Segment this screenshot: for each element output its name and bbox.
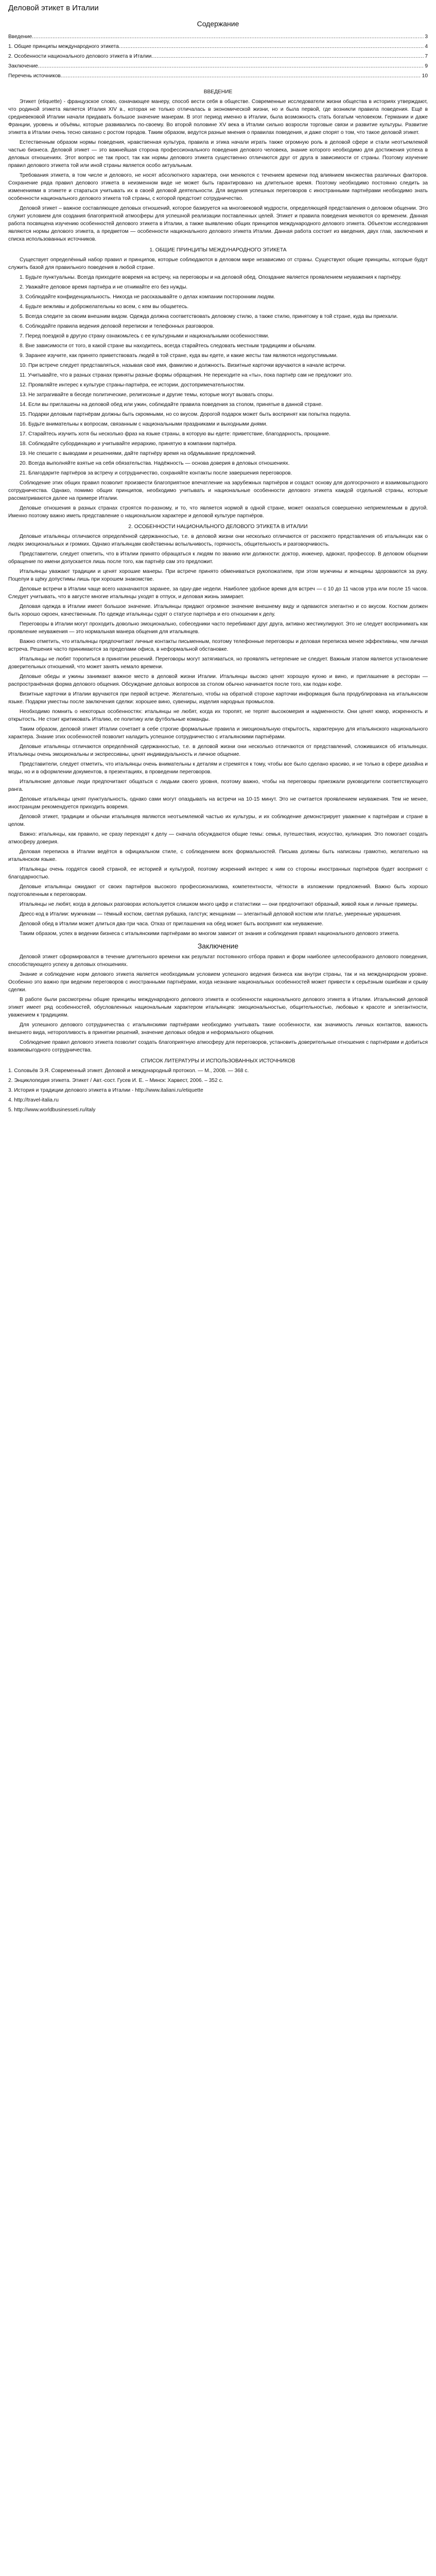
section2-paragraph: Итальянцы уважают традиции и ценят хорошие манеры. При встрече принято обмениваться рукопожатием, при этом мужчины и женщины здороваются за руку. Поцелуи в щёку допустимы лишь при хорошем знакомстве. — [8, 569, 428, 582]
intro-paragraph: Требования этикета, в том числе и делового, не носят абсолютного характера, они меняются с течением времени под влиянием множества различных факторов. Сохранение ряда правил делового этикета в неизменном виде не может быть гарантировано на длительное время. Поэтому необходимо постоянно следить за изменениями в этикете и стараться учитывать их в своей деловой деятельности. Для ведения успешных переговоров с иностранными партнёрами необходимо знать особенности национального делового этикета той страны, с которой предстоит сотрудничество. — [8, 173, 428, 201]
section1-paragraph: 12. Проявляйте интерес к культуре страны-партнёра, ее истории, достопримечательностям. — [20, 382, 245, 388]
source-link[interactable]: 3. История и традиции делового этикета в Италии - http://www.italiani.ru/etiquette — [8, 1088, 203, 1093]
section2-paragraph: Деловые итальянцы ценят пунктуальность, однако сами могут опаздывать на встречи на 10-15 минут. Это не считается проявлением неуважения. Тем не менее, иностранцам рекомендуется приходить вовремя. — [8, 796, 428, 810]
section2-paragraph: Деловые обеды и ужины занимают важное место в деловой жизни Италии. Итальянцы высоко ценят хорошую кухню и вино, и приглашение в ресторан — распространённая форма делового общения. Обсуждение деловых вопросов за столом обычно начинается после того, как подан кофе. — [8, 674, 428, 687]
section1-paragraph: 1. Будьте пунктуальны. Всегда приходите вовремя на встречу, на переговоры и на деловой обед. Опоздание является проявлением неуважения к партнёру. — [20, 275, 402, 280]
toc-item-page: 10 — [422, 73, 428, 79]
section2-paragraph: Деловой этикет, традиции и обычаи итальянцев являются неотъемлемой частью их культуры, и их соблюдение демонстрирует уважение к партнёрам и стране в целом. — [8, 814, 428, 827]
section1-heading: 1. ОБЩИЕ ПРИНЦИПЫ МЕЖДУНАРОДНОГО ЭТИКЕТА — [149, 247, 287, 253]
section1-paragraph: 4. Будьте вежливы и доброжелательны ко всем, с кем вы общаетесь. — [20, 304, 189, 310]
section-general-principles — [8, 246, 428, 520]
section1-paragraph: 18. Соблюдайте субординацию и учитывайте иерархию, принятую в компании партнёра. — [20, 441, 237, 447]
toc-item-page: 7 — [425, 54, 428, 59]
toc-item-label: 2. Особенности национального делового этикета в Италии — [8, 54, 152, 59]
section-italy-etiquette — [8, 523, 428, 938]
toc-item-label: Введение — [8, 34, 32, 40]
source-link[interactable]: 5. http://www.worldbusinesseti.ru/italy — [8, 1107, 96, 1113]
conclusion-paragraph: Соблюдение правил делового этикета позволит создать благоприятную атмосферу для переговоров, установить доверительные отношения с партнёрами и добиться взаимовыгодного сотрудничества. — [8, 1040, 428, 1053]
section2-paragraph: Необходимо помнить о некоторых особенностях: итальянцы не любят, когда их торопят, не терпят высокомерия и надменности. Они ценят юмор, искренность и открытость. Не стоит критиковать Италию, ее политику или футбольные команды. — [8, 709, 428, 722]
intro-paragraph: Этикет (etiquette) - французское слово, означающее манеру, способ вести себя в обществе. Современные исследователи жизни общества в историях утверждают, что родиной этикета является Италия XIV в., которая не только отличалась в экономической жизни, но и была первой, где возникли правила поведения. Ещё в средневековой Италии начали придавать большое значение манерам. В этот период именно в Италии, была возможность стать богатым человеком. Германии и даже Франции, уровень и объёмы, которые развивались по-своему. Во второй половине XV века в Италии сильно возросли торговые связи и развитие культуры. Развитие этикета в Италии очень тесно связано с ростом городов. Таким образом, ведутся разные мнения о правилах поведения, и даже спорят о том, что такое деловой этикет. — [8, 99, 428, 135]
section2-paragraph: Визитные карточки в Италии вручаются при первой встрече. Желательно, чтобы на обратной стороне карточки информация была продублирована на итальянском языке. Подарки уместны после заключения сделки: хорошее вино, сувениры, изделия народных промыслов. — [8, 691, 428, 705]
section1-paragraph: 11. Учитывайте, что в разных странах приняты разные формы обращения. Не переходите на «ты», пока партнёр сам не предложит это. — [20, 372, 353, 378]
toc-item-page: 3 — [425, 34, 428, 40]
toc-item-leader — [38, 62, 424, 70]
section2-paragraph: Представители, следует отметить, что в Италии принято обращаться к людям по званию или должности: доктор, инженер, адвокат, профессор. В деловом общении обращение по имени допускается лишь после того, как партнёр сам это предложит. — [8, 551, 428, 565]
section2-paragraph: Важно отметить, что итальянцы предпочитают личные контакты письменным, поэтому телефонные переговоры и деловая переписка менее эффективны, чем личная встреча. Решения часто принимаются за пределами офиса, в неформальной обстановке. — [8, 639, 428, 652]
source-item: 2. Энциклопедия этикета. Этикет / Авт.-сост. Гусев И. Е. – Минск: Харвест, 2006. – 352 с. — [8, 1078, 223, 1083]
section2-paragraph: Деловые встречи в Италии чаще всего назначаются заранее, за одну-две недели. Наиболее удобное время для встреч — с 10 до 11 часов утра или после 15 часов. Следует учитывать, что в августе многие итальянцы уходят в отпуск, и деловая жизнь замирает. — [8, 586, 428, 600]
section2-paragraph: Таким образом, деловой этикет Италии сочетает в себе строгие формальные правила и эмоциональную открытость, характерную для итальянского национального характера. Знание этих особенностей позволит наладить успешное сотрудничество с итальянскими партнёрами. — [8, 726, 428, 740]
document-title: Деловой этикет в Италии — [8, 4, 99, 12]
conclusion-paragraph: В работе были рассмотрены общие принципы международного делового этикета и особенности национального делового этикета в Италии. Итальянский деловой этикет имеет ряд особенностей, обусловленных национальным характером итальянцев: эмоциональностью, общительностью, любовью к красоте и элегантности, уважением к традициям. — [8, 997, 428, 1018]
section2-paragraph: Итальянцы очень гордятся своей страной, ее историей и культурой, поэтому искренний интерес к ним со стороны иностранных партнёров будет воспринят с благодарностью. — [8, 867, 428, 880]
section1-paragraph: Существует определённый набор правил и принципов, которые соблюдаются в деловом мире независимо от страны. Существуют общие принципы, которые будут служить базой для правильного поведения в любой стране. — [8, 257, 428, 270]
section2-paragraph: Деловая одежда в Италии имеет большое значение. Итальянцы придают огромное значение внешнему виду и одеваются элегантно и со вкусом. Костюм должен быть хорошо скроен, качественным. По одежде итальянцы судят о статусе партнёра и его отношении к делу. — [8, 604, 428, 617]
section1-paragraph: 8. Вне зависимости от того, в какой стране вы находитесь, всегда старайтесь следовать местным традициям и обычаям. — [20, 343, 316, 349]
section2-paragraph: Деловая переписка в Италии ведётся в официальном стиле, с соблюдением всех формальностей. Письма должны быть написаны грамотно, желательно на итальянском языке. — [8, 849, 428, 862]
toc-item-leader — [151, 53, 424, 60]
sources-section — [8, 1057, 428, 1114]
toc-item-leader — [32, 33, 424, 41]
section1-paragraph: Деловые отношения в разных странах строятся по-разному, и то, что является нормой в одной стране, может оказаться совершенно неприемлемым в другой. Именно поэтому важно иметь представление о национальном характере и деловой культуре партнёров. — [8, 505, 428, 519]
section1-paragraph: 16. Будьте внимательны к вопросам, связанным с национальными праздниками и выходными днями. — [20, 421, 268, 427]
table-of-contents — [8, 33, 428, 80]
section2-paragraph: Деловые итальянцы отличаются определённой сдержанностью, т.е. в деловой жизни они несколько отличаются от представлений, сложившихся об итальянцах. Итальянцы очень эмоциональны и экспрессивны, ценят индивидуальность и личное общение. — [8, 744, 428, 757]
section1-paragraph: 10. При встрече следует представляться, называя своё имя, фамилию и должность. Визитные карточки вручаются в начале встречи. — [20, 363, 346, 368]
section2-paragraph: Переговоры в Италии могут проходить довольно эмоционально, собеседники часто перебивают друг друга, активно жестикулируют. Это не следует воспринимать как проявление неуважения — это нормальная манера общения для итальянцев. — [8, 621, 428, 635]
section2-paragraph: Деловые итальянцы отличаются определённой сдержанностью, т.е. в деловой жизни они несколько отличаются от расхожего представления об итальянцах как о людях эмоциональных и громких. Однако итальянцам свойственны вспыльчивость, горячность, общительность и разговорчивость. — [8, 534, 428, 547]
toc-heading: Содержание — [197, 20, 239, 28]
toc-item-label: 1. Общие принципы международного этикета — [8, 44, 119, 49]
toc-item-page: 9 — [425, 63, 428, 69]
section1-paragraph: 6. Соблюдайте правила ведения деловой переписки и телефонных разговоров. — [20, 324, 215, 329]
section2-paragraph: Дресс-код в Италии: мужчинам — тёмный костюм, светлая рубашка, галстук; женщинам — элегантный деловой костюм или платье, умеренные украшения. — [20, 911, 402, 917]
toc-item-label: Перечень источников — [8, 73, 61, 79]
section1-paragraph: 21. Благодарите партнёров за встречу и сотрудничество, сохраняйте контакты после завершения переговоров. — [20, 470, 292, 476]
intro-section — [8, 88, 428, 243]
source-link[interactable]: 4. http://travel-italia.ru — [8, 1097, 59, 1103]
section2-paragraph: Деловой обед в Италии может длиться два-три часа. Отказ от приглашения на обед может быть воспринят как неуважение. — [20, 921, 324, 927]
toc-item-leader — [119, 43, 424, 50]
section1-paragraph: 2. Уважайте деловое время партнёра и не отнимайте его без нужды. — [20, 284, 188, 290]
toc-item[interactable] — [8, 53, 428, 60]
toc-item-page: 4 — [425, 44, 428, 49]
section1-paragraph: 14. Если вы приглашены на деловой обед или ужин, соблюдайте правила поведения за столом, принятые в данной стране. — [20, 402, 323, 408]
section1-paragraph: 5. Всегда следите за своим внешним видом. Одежда должна соответствовать деловому стилю, а также стилю, принятому в той стране, куда вы приехали. — [20, 314, 398, 319]
section1-paragraph: 9. Заранее изучите, как принято приветствовать людей в той стране, куда вы едете, и какие жесты там являются недопустимыми. — [20, 353, 338, 359]
conclusion-paragraph: Деловой этикет сформировался в течение длительного времени как результат постоянного отбора правил и форм наиболее целесообразного делового поведения, способствующего успеху в деловых отношениях. — [8, 954, 428, 968]
intro-paragraph: Деловой этикет – важное составляющее деловых отношений, которое базируется на многовековой мудрости, определяющей представления о деловом общении. Это служит условием для создания благоприятной атмосферы для успешной реализации поставленных целей. Этикет и правила поведения меняются со временем. Данная работа посвящена изучению особенностей делового этикета в Италии, а также выявлению общих принципов международного делового этикета. Объектом исследования являются нормы делового этикета, а предметом — особенности национального делового этикета Италии. Данная работа состоит из введения, двух глав, заключения и списка использованных источников. — [8, 206, 428, 242]
conclusion-section — [8, 941, 428, 1054]
section1-paragraph: 15. Подарки деловым партнёрам должны быть скромными, но со вкусом. Дорогой подарок может быть воспринят как попытка подкупа. — [20, 412, 351, 417]
section2-heading: 2. ОСОБЕННОСТИ НАЦИОНАЛЬНОГО ДЕЛОВОГО ЭТИКЕТА В ИТАЛИИ — [128, 524, 308, 530]
intro-heading: ВВЕДЕНИЕ — [203, 89, 233, 95]
conclusion-heading: Заключение — [197, 942, 239, 950]
section2-paragraph: Таким образом, успех в ведении бизнеса с итальянскими партнёрами во многом зависит от знания и соблюдения правил национального делового этикета. — [20, 931, 399, 937]
sources-heading: СПИСОК ЛИТЕРАТУРЫ И ИСПОЛЬЗОВАННЫХ ИСТОЧНИКОВ — [141, 1058, 295, 1064]
section1-paragraph: 3. Соблюдайте конфиденциальность. Никогда не рассказывайте о делах компании посторонним людям. — [20, 294, 275, 300]
section2-paragraph: Важно: итальянцы, как правило, не сразу переходят к делу — сначала обсуждаются общие темы: семья, путешествия, искусство, кулинария. Это помогает создать атмосферу доверия. — [8, 832, 428, 845]
toc-item[interactable] — [8, 62, 428, 70]
conclusion-paragraph: Знание и соблюдение норм делового этикета является необходимым условием успешного ведения бизнеса как внутри страны, так и на международном уровне. Особенно это важно при ведении переговоров с иностранными партнёрами, когда незнание национальных особенностей может привести к серьёзным ошибкам и срыву сделки. — [8, 972, 428, 993]
conclusion-paragraph: Для успешного делового сотрудничества с итальянскими партнёрами необходимо учитывать такие особенности, как значимость личных контактов, важность внешнего вида, неторопливость в принятии решений, значение деловых обедов и неформального общения. — [8, 1022, 428, 1036]
intro-paragraph: Естественным образом нормы поведения, нравственная культура, правила и этика начали играть также огромную роль в деловой сфере и стали неотъемлемой частью бизнеса. Деловой этикет — это важнейшая сторона профессионального поведения делового человека, знание которого необходимо для достижения успеха в деловых отношениях. Этот вопрос не так прост, так как нормы делового этикета существенно отличаются друг от друга в зависимости от страны. Поэтому изучение правил делового этикета той или иной страны является особо актуальным. — [8, 140, 428, 168]
section2-paragraph: Итальянцы не любят, когда в деловых разговорах используется слишком много цифр и статистики — они предпочитают образный, живой язык и личные примеры. — [20, 902, 418, 907]
document-page — [8, 0, 428, 1114]
section2-paragraph: Итальянские деловые люди предпочитают общаться с людьми своего уровня, поэтому важно, чтобы на переговоры приезжали руководители соответствующего ранга. — [8, 779, 428, 792]
toc-item-leader — [61, 72, 421, 80]
section1-paragraph: 19. Не спешите с выводами и решениями, дайте партнёру время на обдумывание предложений. — [20, 451, 256, 456]
toc-item[interactable] — [8, 33, 428, 41]
section1-paragraph: 13. Не затрагивайте в беседе политические, религиозные и другие темы, которые могут вызвать споры. — [20, 392, 274, 398]
section2-paragraph: Деловые итальянцы ожидают от своих партнёров высокого профессионализма, компетентности, чёткости в изложении предложений. Важно быть хорошо подготовленным к переговорам. — [8, 884, 428, 897]
toc-item-label: Заключение — [8, 63, 38, 69]
toc-item[interactable] — [8, 43, 428, 50]
section1-paragraph: 7. Перед поездкой в другую страну ознакомьтесь с ее культурными и национальными особенностями. — [20, 333, 269, 339]
section1-paragraph: 20. Всегда выполняйте взятые на себя обязательства. Надёжность — основа доверия в деловых отношениях. — [20, 461, 290, 466]
source-item: 1. Соловьёв Э.Я. Современный этикет. Деловой и международный протокол. — М., 2008. — 368 с. — [8, 1068, 249, 1074]
section2-paragraph: Представители, следует отметить, что итальянцы очень внимательны к деталям и стремятся к тому, чтобы все было сделано красиво, и не только в сфере дизайна и моды, но и в оформлении документов, в презентациях, в проведении переговоров. — [8, 761, 428, 775]
toc-item[interactable] — [8, 72, 428, 80]
section2-paragraph: Итальянцы не любят торопиться в принятии решений. Переговоры могут затягиваться, но проявлять нетерпение не следует. Важным этапом является установление доверительных отношений, что может занять немало времени. — [8, 656, 428, 670]
section1-paragraph: 17. Старайтесь изучить хотя бы несколько фраз на языке страны, в которую вы едете: приветствие, благодарность, прощание. — [20, 431, 330, 437]
section1-paragraph: Соблюдение этих общих правил позволит произвести благоприятное впечатление на зарубежных партнёров и создаст основу для долгосрочного и взаимовыгодного сотрудничества. Однако, помимо общих принципов, необходимо учитывать и национальные особенности делового этикета каждой отдельной страны, которые рассматриваются далее на примере Италии. — [8, 480, 428, 501]
